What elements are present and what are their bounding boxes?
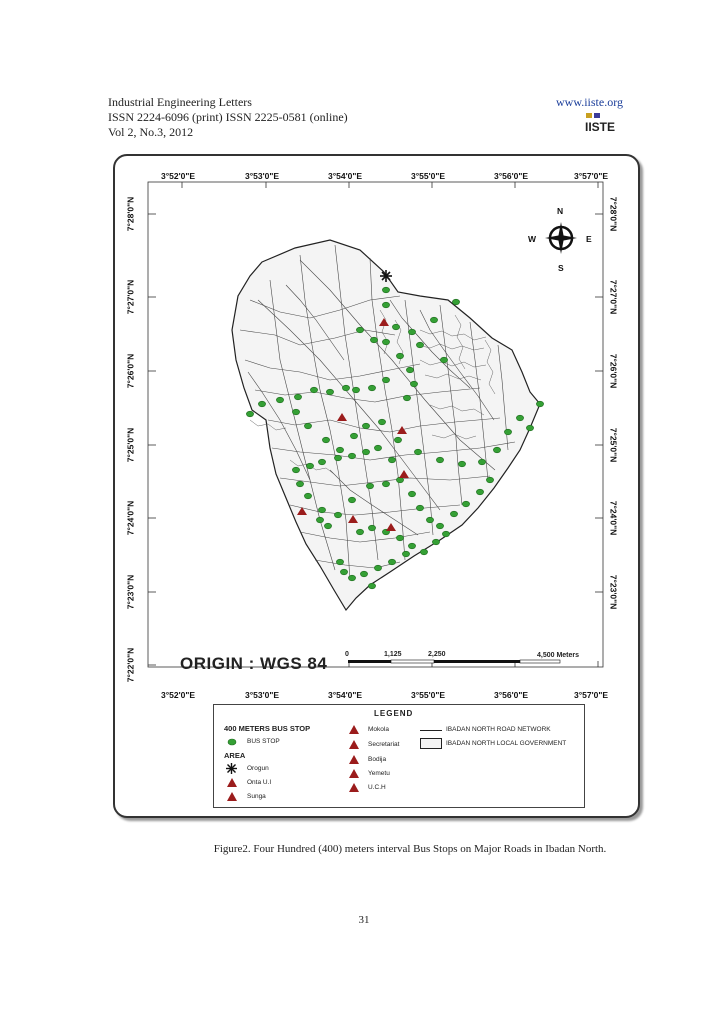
local-government-boundary <box>232 240 540 610</box>
area-symbol <box>349 755 359 764</box>
bus-stop-marker <box>382 481 389 487</box>
lon-label-top: 3°57'0"E <box>574 171 609 181</box>
compass-east-label: E <box>586 234 592 244</box>
area-symbol <box>349 740 359 749</box>
area-symbol <box>349 725 359 734</box>
bus-stop-marker <box>362 423 369 429</box>
bus-stop-marker <box>382 302 389 308</box>
legend-area-item: Mokola <box>368 726 389 733</box>
bus-stop-marker <box>420 549 427 555</box>
legend-area-item: Sunga <box>247 793 266 800</box>
bus-stop-marker <box>318 507 325 513</box>
scale-bar <box>348 660 560 663</box>
bus-stop-symbol <box>227 738 237 746</box>
area-symbol <box>349 783 359 792</box>
bus-stop-marker <box>336 559 343 565</box>
bus-stop-marker <box>458 461 465 467</box>
compass-south-label: S <box>558 263 564 273</box>
legend-area-heading: AREA <box>224 751 246 760</box>
legend-area-item: Onta U.I <box>247 779 272 786</box>
bus-stop-marker <box>310 387 317 393</box>
legend-title: LEGEND <box>374 709 414 718</box>
legend-area-item: Yemetu <box>368 770 390 777</box>
bus-stop-marker <box>382 287 389 293</box>
bus-stop-marker <box>536 401 543 407</box>
svg-text:IISTE: IISTE <box>585 120 616 133</box>
bus-stop-marker <box>436 523 443 529</box>
bus-stop-marker <box>342 385 349 391</box>
bus-stop-marker <box>348 575 355 581</box>
bus-stop-marker <box>442 531 449 537</box>
bus-stop-marker <box>374 565 381 571</box>
bus-stop-marker <box>396 353 403 359</box>
bus-stop-marker <box>382 339 389 345</box>
lat-label-left: 7°27'0"N <box>125 279 136 315</box>
journal-website[interactable]: www.iiste.org <box>556 95 623 109</box>
bus-stop-marker <box>294 394 301 400</box>
bus-stop-marker <box>258 401 265 407</box>
bus-stop-marker <box>276 397 283 403</box>
lat-label-left: 7°28'0"N <box>125 196 136 232</box>
north-arrow <box>545 222 577 254</box>
bus-stop-marker <box>368 583 375 589</box>
legend-area-item: Bodija <box>368 756 387 763</box>
lon-label-top: 3°52'0"E <box>161 171 196 181</box>
bus-stop-marker <box>430 317 437 323</box>
bus-stop-marker <box>516 415 523 421</box>
lon-label-bottom: 3°56'0"E <box>494 690 529 700</box>
bus-stop-marker <box>410 381 417 387</box>
bus-stop-marker <box>486 477 493 483</box>
bus-stop-marker <box>402 551 409 557</box>
area-symbol <box>227 792 237 801</box>
lon-label-bottom: 3°57'0"E <box>574 690 609 700</box>
bus-stop-marker <box>366 483 373 489</box>
journal-issn: ISSN 2224-6096 (print) ISSN 2225-0581 (online) <box>108 110 348 124</box>
bus-stop-marker <box>340 569 347 575</box>
compass-north-label: N <box>557 206 564 216</box>
compass-west-label: W <box>528 234 537 244</box>
bus-stop-marker <box>334 512 341 518</box>
legend-bus-stop-label: BUS STOP <box>247 738 280 745</box>
bus-stop-marker <box>304 423 311 429</box>
journal-title: Industrial Engineering Letters <box>108 95 252 109</box>
map-legend <box>213 704 585 808</box>
page-number: 31 <box>358 914 370 926</box>
scale-label: 1,125 <box>384 651 402 658</box>
bus-stop-marker <box>416 505 423 511</box>
lat-label-left: 7°22'0"N <box>125 647 136 683</box>
bus-stop-marker <box>388 559 395 565</box>
journal-volume: Vol 2, No.3, 2012 <box>108 125 194 139</box>
lon-label-bottom: 3°53'0"E <box>245 690 280 700</box>
bus-stop-marker <box>408 543 415 549</box>
bus-stop-marker <box>292 409 299 415</box>
bus-stop-marker <box>352 387 359 393</box>
bus-stop-marker <box>306 463 313 469</box>
bus-stop-marker <box>292 467 299 473</box>
bus-stop-marker <box>436 457 443 463</box>
legend-area-item: Orogun <box>247 765 269 772</box>
lat-label-right: 7°26'0"N <box>608 353 619 389</box>
bus-stop-marker <box>440 357 447 363</box>
bus-stop-marker <box>414 449 421 455</box>
legend-area-item: Secretariat <box>368 741 400 748</box>
bus-stop-marker <box>326 389 333 395</box>
bus-stop-marker <box>296 481 303 487</box>
bus-stop-marker <box>370 337 377 343</box>
bus-stop-marker <box>356 529 363 535</box>
bus-stop-marker <box>356 327 363 333</box>
bus-stop-marker <box>406 367 413 373</box>
bus-stop-marker <box>504 429 511 435</box>
legend-local-government: IBADAN NORTH LOCAL GOVERNMENT <box>446 740 567 747</box>
lon-label-top: 3°55'0"E <box>411 171 446 181</box>
lat-label-right: 7°27'0"N <box>608 279 619 315</box>
lat-label-right: 7°28'0"N <box>608 196 619 232</box>
bus-stop-marker <box>396 535 403 541</box>
bus-stop-marker <box>394 437 401 443</box>
bus-stop-marker <box>388 457 395 463</box>
lon-label-top: 3°56'0"E <box>494 171 529 181</box>
scale-label: 0 <box>345 651 349 658</box>
bus-stop-marker <box>526 425 533 431</box>
bus-stop-marker <box>452 299 459 305</box>
bus-stop-marker <box>336 447 343 453</box>
bus-stop-marker <box>360 571 367 577</box>
bus-stop-marker <box>334 455 341 461</box>
legend-road-network: IBADAN NORTH ROAD NETWORK <box>446 726 551 733</box>
bus-stop-marker <box>316 517 323 523</box>
bus-stop-marker <box>304 493 311 499</box>
lat-label-left: 7°26'0"N <box>125 353 136 389</box>
bus-stop-marker <box>396 477 403 483</box>
lat-label-right: 7°24'0"N <box>608 500 619 536</box>
scale-label: 4,500 Meters <box>537 652 580 659</box>
bus-stop-marker <box>246 411 253 417</box>
bus-stop-marker <box>392 324 399 330</box>
area-symbol <box>227 778 237 787</box>
bus-stop-marker <box>378 419 385 425</box>
bus-stop-marker <box>348 497 355 503</box>
bus-stop-marker <box>426 517 433 523</box>
figure-caption <box>0 843 728 855</box>
bus-stop-marker <box>350 433 357 439</box>
local-government-symbol <box>420 738 442 749</box>
bus-stop-marker <box>382 377 389 383</box>
lon-label-bottom: 3°52'0"E <box>161 690 196 700</box>
lat-label-left: 7°25'0"N <box>125 427 136 463</box>
bus-stop-marker <box>432 539 439 545</box>
bus-stop-marker <box>348 453 355 459</box>
lat-label-right: 7°25'0"N <box>608 427 619 463</box>
datum-label: ORIGIN : WGS 84 <box>180 654 328 673</box>
bus-stop-marker <box>362 449 369 455</box>
bus-stop-marker <box>403 395 410 401</box>
bus-stop-marker <box>368 385 375 391</box>
bus-stop-marker <box>478 459 485 465</box>
bus-stop-marker <box>324 523 331 529</box>
bus-stop-marker <box>374 445 381 451</box>
road-network-symbol <box>420 729 442 732</box>
origin-symbol <box>226 763 237 774</box>
figure-caption-text: Figure2. Four Hundred (400) meters interval Bus Stops on Major Roads in Ibadan North. <box>213 843 607 855</box>
lat-label-left: 7°23'0"N <box>125 574 136 610</box>
lon-label-top: 3°54'0"E <box>328 171 363 181</box>
bus-stop-marker <box>318 459 325 465</box>
bus-stop-marker <box>476 489 483 495</box>
bus-stop-marker <box>368 525 375 531</box>
lon-label-top: 3°53'0"E <box>245 171 280 181</box>
legend-area-item: U.C.H <box>368 784 386 791</box>
bus-stop-marker <box>408 491 415 497</box>
lon-label-bottom: 3°55'0"E <box>411 690 446 700</box>
lon-label-bottom: 3°54'0"E <box>328 690 363 700</box>
scale-label: 2,250 <box>428 651 446 658</box>
lat-label-right: 7°23'0"N <box>608 574 619 610</box>
bus-stop-marker <box>416 342 423 348</box>
legend-bus-stop-heading: 400 METERS BUS STOP <box>224 724 311 733</box>
bus-stop-marker <box>322 437 329 443</box>
bus-stop-marker <box>408 329 415 335</box>
bus-stop-marker <box>462 501 469 507</box>
bus-stop-marker <box>450 511 457 517</box>
lat-label-left: 7°24'0"N <box>125 500 136 536</box>
area-symbol <box>349 769 359 778</box>
bus-stop-marker <box>493 447 500 453</box>
